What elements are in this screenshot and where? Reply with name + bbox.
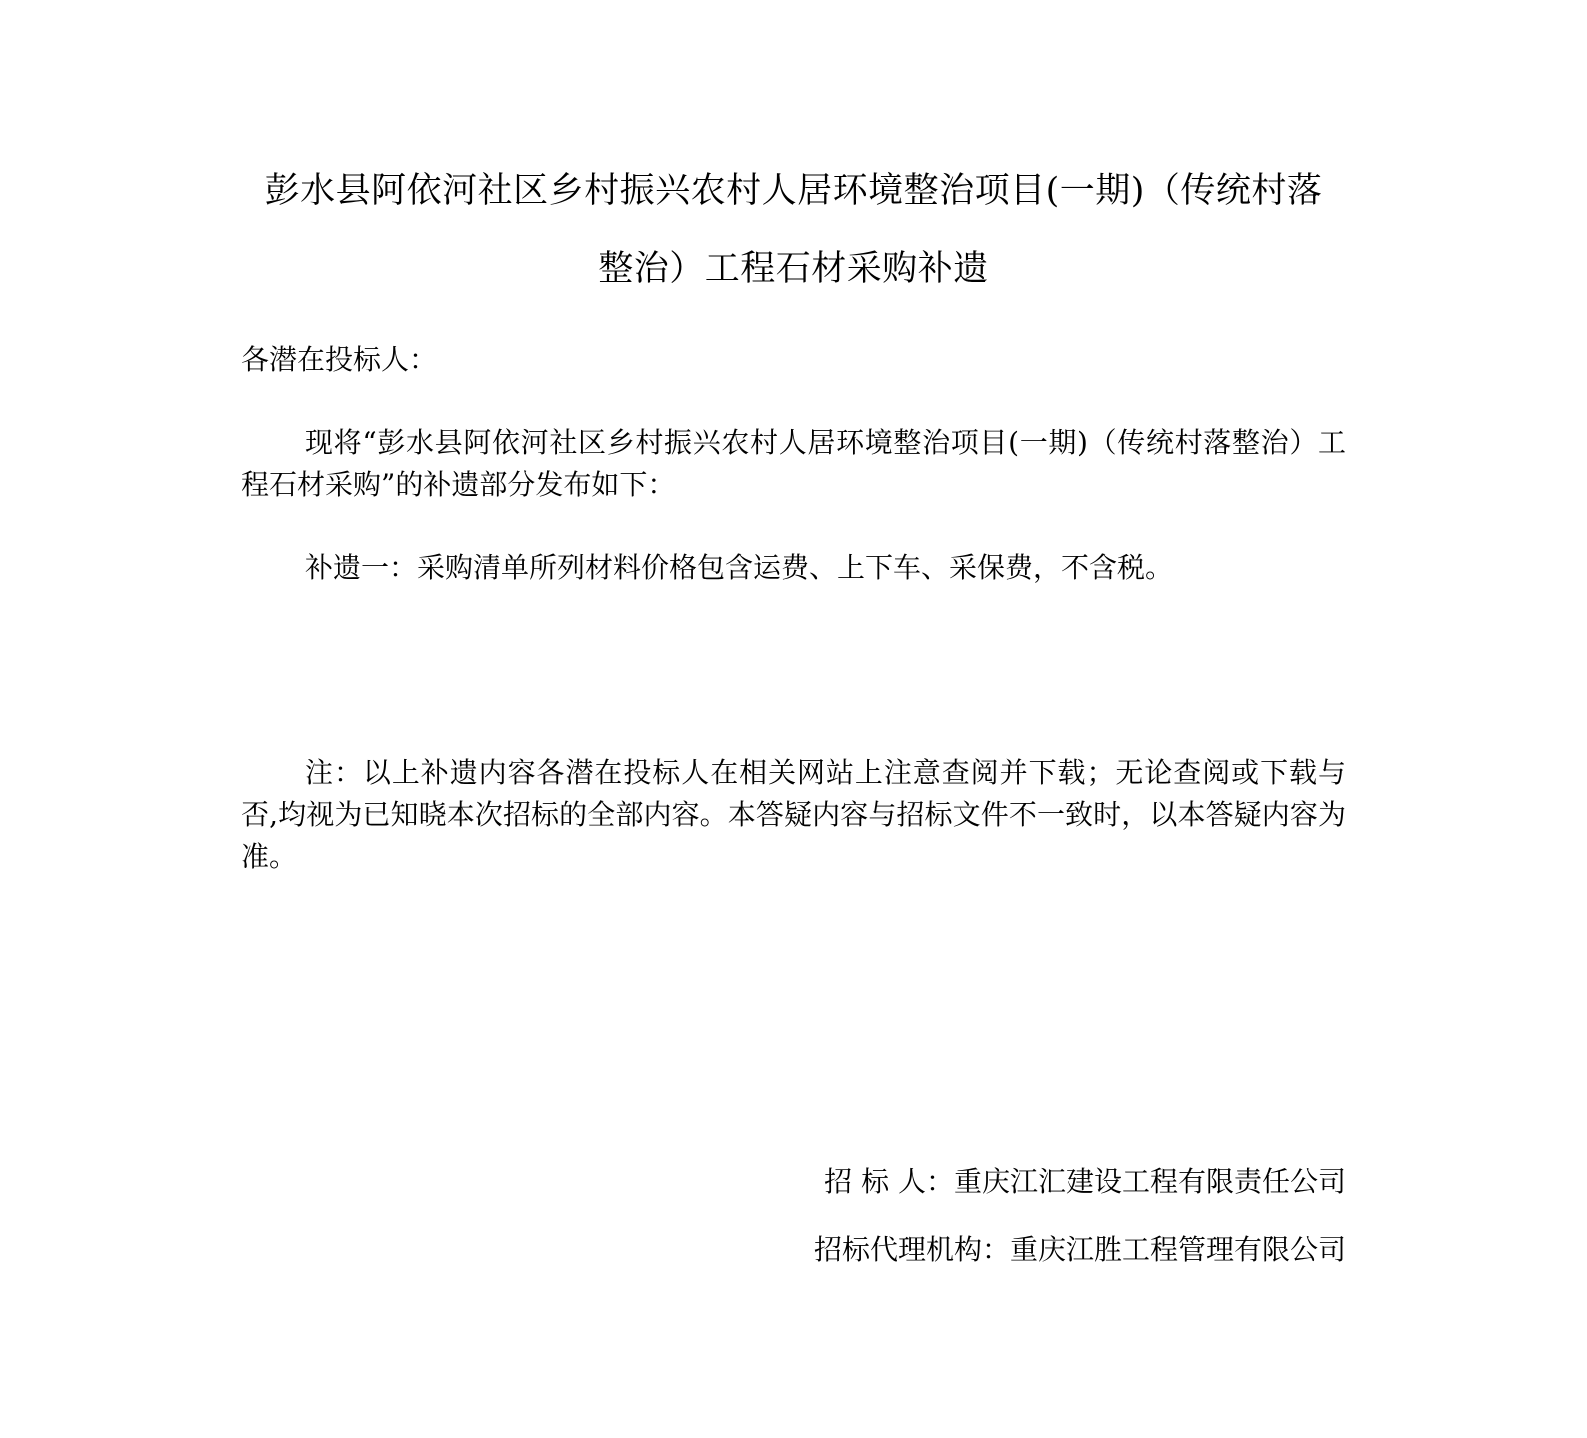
title-line-1: 彭水县阿依河社区乡村振兴农村人居环境整治项目(一期)（传统村落	[264, 171, 1323, 211]
title-line-2: 整治）工程石材采购补遗	[598, 249, 989, 289]
agency-signature	[814, 1230, 1346, 1270]
tenderer-name: 重庆江汇建设工程有限责任公司	[953, 1165, 1346, 1198]
tenderer-signature	[824, 1162, 1346, 1202]
intro-paragraph: 现将“彭水县阿依河社区乡村振兴农村人居环境整治项目(一期)（传统村落整治）工程石材采购”的补遗部分发布如下：	[241, 426, 1346, 501]
tenderer-label: 招 标 人：	[824, 1165, 954, 1198]
note-paragraph: 注：以上补遗内容各潜在投标人在相关网站上注意查阅并下载；无论查阅或下载与否,均视为已知晓本次招标的全部内容。本答疑内容与招标文件不一致时，以本答疑内容为准。	[241, 756, 1346, 873]
agency-label: 招标代理机构：	[813, 1233, 1010, 1266]
supplement-item-1: 补遗一：采购清单所列材料价格包含运费、上下车、采保费，不含税。	[305, 551, 1174, 584]
salutation: 各潜在投标人：	[241, 343, 438, 376]
agency-name: 重庆江胜工程管理有限公司	[1009, 1233, 1346, 1266]
document-title	[241, 152, 1346, 308]
